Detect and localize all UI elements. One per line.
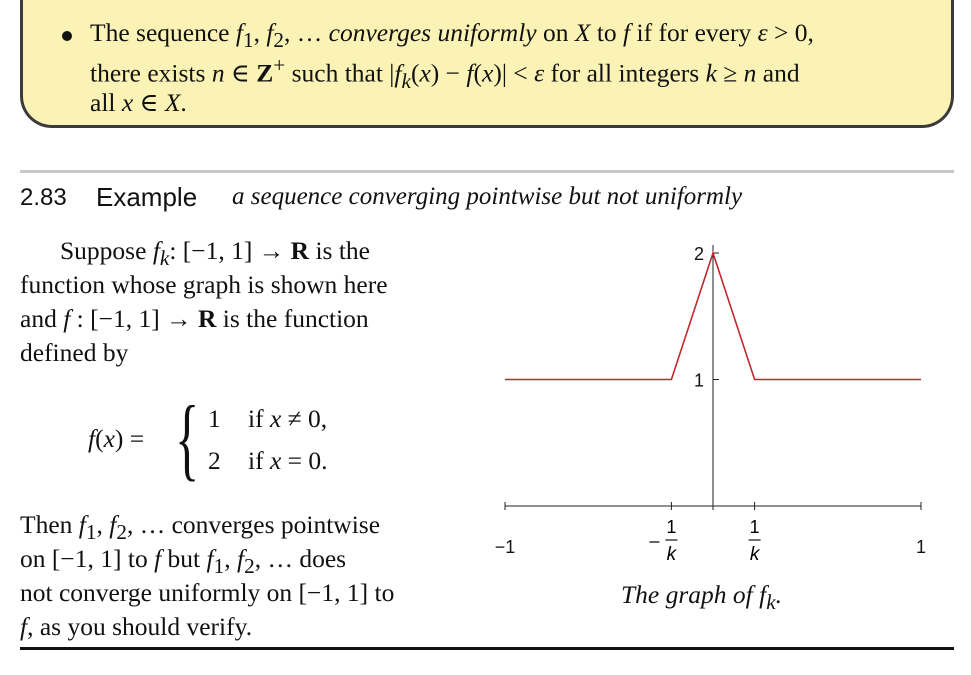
x-tick-label-1 — [649, 517, 677, 565]
svg-text:1: 1 — [666, 517, 677, 537]
svg-text:1: 1 — [749, 517, 760, 537]
box-line-1: The sequence $f_1$, $f_2$, … converges uniformly on X to f if for every ε > 0, — [90, 18, 814, 53]
x-tick-label-3: 1 — [915, 537, 927, 557]
case2-condition: if x = 0. — [248, 446, 328, 475]
left-brace: { — [175, 387, 200, 489]
para1-line3: and f : [−1, 1] → R is the function — [20, 304, 369, 333]
example-number: 2.83 — [20, 184, 67, 211]
para2-line1: Then $f_1$, $f_2$, … converges pointwise — [20, 510, 381, 545]
svg-text:k: k — [749, 544, 760, 565]
para2-line2: on [−1, 1] to f but $f_1$, $f_2$, … does — [20, 544, 347, 579]
box-line-3: all x ∈ X. — [90, 88, 187, 117]
graph-caption: The graph of $f_k$. — [621, 580, 783, 615]
example-label: Example — [96, 182, 198, 212]
section-rule-bottom — [20, 647, 954, 650]
para1-line4: defined by — [20, 338, 129, 367]
case1-condition: if x ≠ 0, — [248, 404, 328, 433]
para2-line3: not converge uniformly on [−1, 1] to — [20, 578, 395, 607]
para1-line1: Suppose $f_k$: [−1, 1] → R is the — [60, 236, 371, 271]
case2-value: 2 — [208, 446, 221, 475]
box-line-2: there exists n ∈ Z+ such that $|f_k(x) - f(x)| < \varepsilon$ for all integers k ≥ n and — [90, 53, 800, 93]
case1-value: 1 — [208, 404, 221, 433]
example-subtitle: a sequence converging pointwise but not uniformly — [232, 183, 743, 210]
x-tick-label-2 — [749, 517, 761, 565]
y-tick-label-1: 2 — [693, 244, 704, 264]
y-tick-label-0: 1 — [693, 370, 704, 391]
f-definition-lhs: f(x) = — [88, 424, 145, 453]
para1-line2: function whose graph is shown here — [20, 270, 388, 299]
para2-line4: f, as you should verify. — [20, 612, 253, 641]
svg-text:k: k — [666, 544, 677, 565]
x-tick-label-0: −1 — [494, 537, 516, 557]
